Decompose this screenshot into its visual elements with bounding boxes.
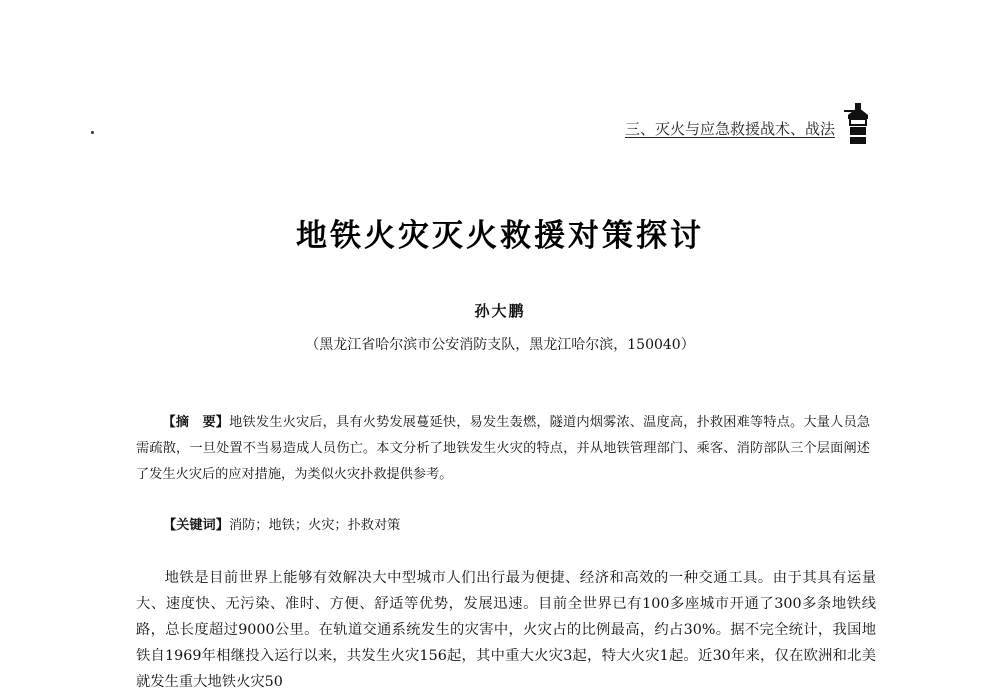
author-name: 孙大鹏	[474, 302, 526, 320]
fire-extinguisher-icon	[842, 101, 874, 145]
scan-speck	[91, 131, 94, 134]
body-paragraph: 地铁是目前世界上能够有效解决大中型城市人们出行最为便捷、经济和高效的一种交通工具。由于其具有运量大、速度快、无污染、准时、方便、舒适等优势，发展迅速。目前全世界已有100多座城市开通了300多条地铁线路，总长度超过9000公里。在轨道交通系统发生的灾害中，火灾占的比例最高，约占30%。据不完全统计，我国地铁自1969年相继投入运行以来，共发生火灾156起，其中重大火灾3起，特大火灾1起。近30年来，仅在欧洲和北美就发生重大地铁火灾50	[136, 570, 876, 690]
author-affiliation: （黑龙江省哈尔滨市公安消防支队，黑龙江哈尔滨，150040）	[305, 337, 695, 353]
abstract-text: 地铁发生火灾后，具有火势发展蔓延快，易发生轰燃，隧道内烟雾浓、温度高，扑救困难等特点。大量人员急需疏散，一旦处置不当易造成人员伤亡。本文分析了地铁发生火灾的特点，并从地铁管理部门、乘客、消防部队三个层面阐述了发生火灾后的应对措施，为类似火灾扑救提供参考。	[136, 415, 871, 482]
abstract-label: 【摘 要】	[162, 415, 230, 430]
section-header: 三、灭火与应急救援战术、战法	[624, 120, 835, 138]
paper-title: 地铁火灾灭火救援对策探讨	[296, 218, 704, 254]
keywords-label: 【关键词】	[163, 518, 229, 533]
keywords-text: 消防；地铁；火灾；扑救对策	[228, 518, 401, 533]
keywords	[163, 514, 400, 533]
abstract	[136, 410, 870, 488]
